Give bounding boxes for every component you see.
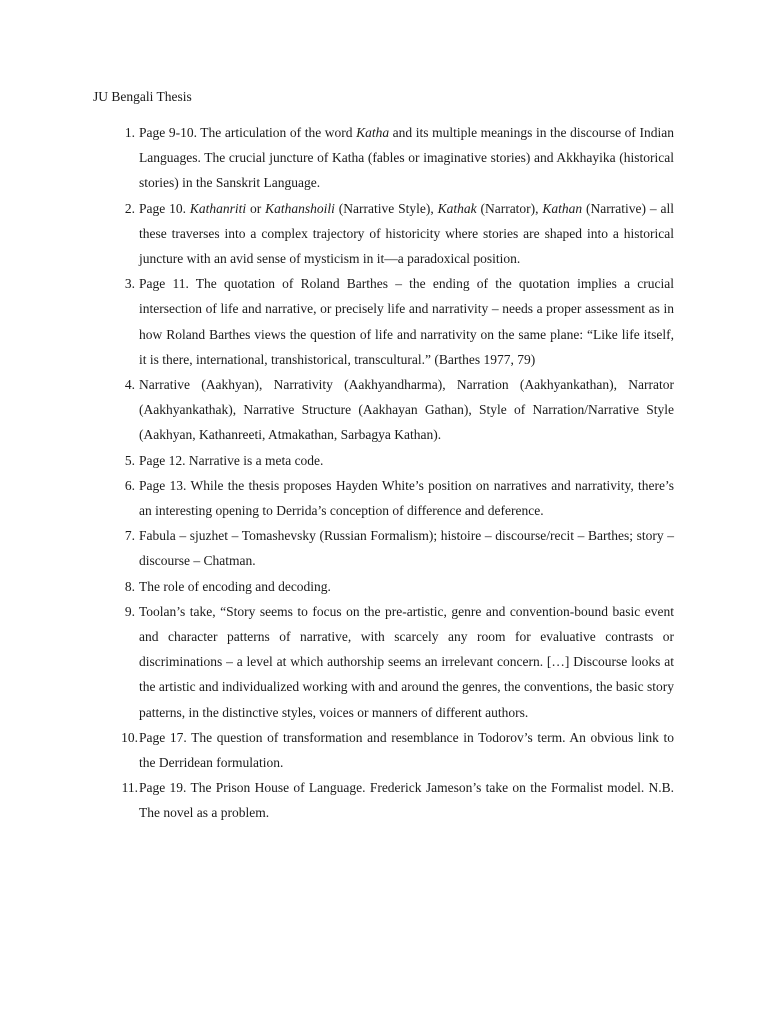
list-item: 9. Toolan’s take, “Story seems to focus on the pre-artistic, genre and convention-bound basic event and character patterns of narrative, with scarcely any room for evaluative contrasts or discriminations – a level at which authorship seems an irrelevant concern. […] Discourse looks at the artistic and individualized working with and around the genres, the conventions, the basic story patterns, in the distinctive styles, voices or manners of different authors. [139,599,674,725]
list-item: 3. Page 11. The quotation of Roland Barthes – the ending of the quotation implies a crucial intersection of life and narrative, or precisely life and narrativity – needs a proper assessment as in how Roland Barthes views the question of life and narrativity on the same plane: “Like life itself, it is there, international, transhistorical, transcultural.” (Barthes 1977, 79) [139,271,674,372]
item-number: 3. [124,276,135,292]
item-number: 7. [124,528,135,544]
item-number: 1. [124,125,135,140]
list-item: 8. The role of encoding and decoding. [139,574,674,599]
list-item: 4. Narrative (Aakhyan), Narrativity (Aakhyandharma), Narration (Aakhyankathan), Narrator (Aakhyankathak), Narrative Structure (Aakhayan Gathan), Style of Narration/Narrative Style (Aakhyan, Kathanreeti, Atmakathan, Sarbagya Kathan). [139,372,674,448]
item-number: 2. [124,200,135,216]
document-title: JU Bengali Thesis [93,89,192,104]
notes-list [121,120,674,826]
list-item: 11. Page 19. The Prison House of Language. Frederick Jameson’s take on the Formalist model. N.B. The novel as a problem. [139,775,674,825]
list-item: 7. Fabula – sjuzhet – Tomashevsky (Russian Formalism); histoire – discourse/recit – Barthes; story – discourse – Chatman. [139,523,674,573]
item-number: 9. [124,603,135,619]
list-item: 10. Page 17. The question of transformation and resemblance in Todorov’s term. An obvious link to the Derridean formulation. [139,725,674,775]
list-item: 5. Page 12. Narrative is a meta code. [139,448,674,473]
item-number: 6. [124,477,135,493]
item-number: 11. [121,780,138,796]
list-item: 1. Page 9-10. The articulation of the word Katha and its multiple meanings in the discourse of Indian Languages. The crucial juncture of Katha (fables or imaginative stories) and Akkhayika (historical stories) in the Sanskrit Language. [139,120,674,196]
item-number: 4. [124,377,135,393]
item-number: 10. [121,729,138,745]
list-item: 2. Page 10. Kathanriti or Kathanshoili (Narrative Style), Kathak (Narrator), Kathan (Narrative) – all these traverses into a complex trajectory of historicity where stories are shaped into a historical juncture with an avid sense of mysticism in it—a paradoxical position. [139,196,674,272]
list-item: 6. Page 13. While the thesis proposes Hayden White’s position on narratives and narrativity, there’s an interesting opening to Derrida’s conception of difference and deference. [139,473,674,523]
item-number: 5. [124,452,135,468]
item-number: 8. [124,578,135,594]
